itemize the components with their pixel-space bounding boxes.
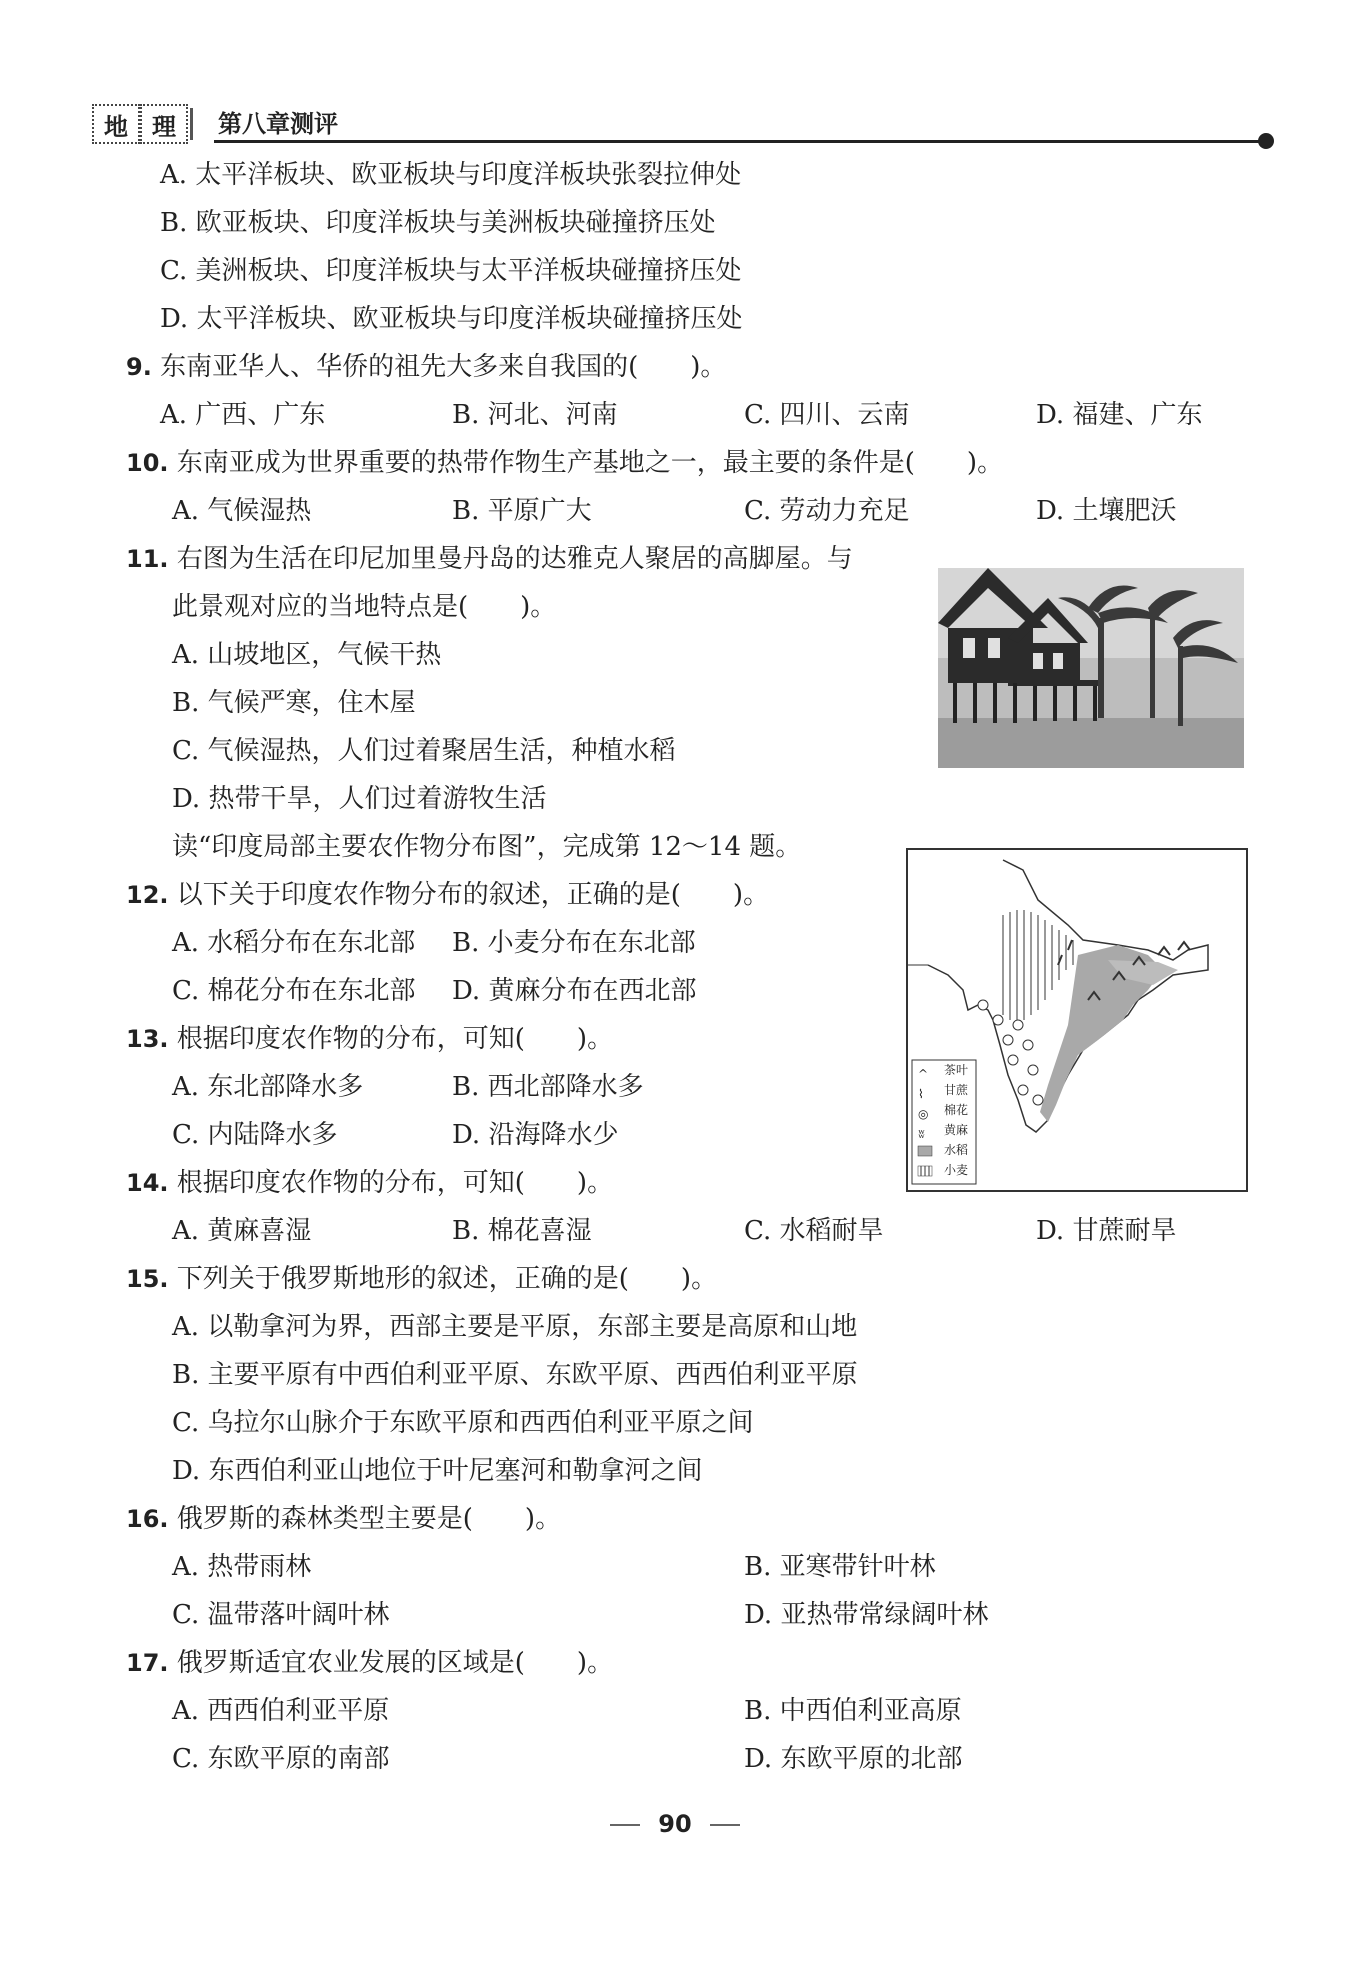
question-number: 14.	[126, 1169, 169, 1197]
question-text: D. 土壤肥沃	[1036, 496, 1177, 526]
question-line	[1036, 398, 1202, 432]
question-line	[172, 974, 416, 1008]
question-text: B. 气候严寒，住木屋	[172, 688, 416, 718]
question-line	[1036, 494, 1176, 528]
question-line	[172, 782, 546, 816]
svg-text:^: ^	[918, 1067, 929, 1081]
question-number: 13.	[126, 1025, 169, 1053]
question-line	[172, 830, 801, 864]
question-text: 东南亚华人、华侨的祖先大多来自我国的( )。	[160, 352, 727, 382]
question-text: A. 水稻分布在东北部	[172, 928, 416, 958]
question-text: B. 亚寒带针叶林	[744, 1552, 936, 1582]
stilt-house-photo	[938, 568, 1244, 768]
chapter-title: 第八章测评	[218, 109, 338, 138]
question-text: B. 小麦分布在东北部	[452, 928, 696, 958]
question-line	[172, 1742, 390, 1776]
question-line	[744, 1550, 936, 1584]
question-number: 15.	[126, 1265, 169, 1293]
question-text: C. 东欧平原的南部	[172, 1744, 390, 1774]
question-text: 读“印度局部主要农作物分布图”，完成第 12～14 题。	[172, 832, 802, 862]
question-line	[452, 1070, 644, 1104]
question-stem	[126, 1262, 717, 1296]
question-line	[160, 302, 742, 336]
question-line	[172, 1406, 754, 1440]
question-text: C. 劳动力充足	[744, 496, 910, 526]
question-number: 9.	[126, 353, 152, 381]
question-line	[172, 734, 676, 768]
legend-rice: 水稻	[944, 1143, 969, 1157]
question-text: B. 主要平原有中西伯利亚平原、东欧平原、西西伯利亚平原	[172, 1360, 858, 1390]
svg-text:◎: ◎	[918, 1107, 929, 1121]
question-text: D. 黄麻分布在西北部	[452, 976, 697, 1006]
question-stem	[126, 350, 726, 384]
question-line	[744, 398, 910, 432]
question-line	[172, 1454, 702, 1488]
header-rule-dot	[1258, 133, 1274, 149]
question-text: 根据印度农作物的分布，可知( )。	[176, 1024, 614, 1054]
page-number	[0, 1810, 1350, 1838]
subject-box-li	[140, 104, 188, 144]
question-text: A. 山坡地区，气候干热	[172, 640, 442, 670]
question-line	[172, 638, 441, 672]
question-line	[744, 494, 910, 528]
question-text: C. 棉花分布在东北部	[172, 976, 416, 1006]
question-text: 以下关于印度农作物分布的叙述，正确的是( )。	[176, 880, 770, 910]
question-text: D. 热带干旱，人们过着游牧生活	[172, 784, 547, 814]
question-line	[1036, 1214, 1176, 1248]
page-number-text: 90	[658, 1810, 692, 1838]
question-stem	[126, 1646, 613, 1680]
question-number: 11.	[126, 545, 169, 573]
question-line	[172, 1598, 390, 1632]
question-text: A. 太平洋板块、欧亚板块与印度洋板块张裂拉伸处	[160, 160, 742, 190]
question-text: 俄罗斯适宜农业发展的区域是( )。	[176, 1648, 614, 1678]
question-stem	[126, 446, 1003, 480]
question-text: D. 亚热带常绿阔叶林	[744, 1600, 989, 1630]
question-line	[744, 1694, 962, 1728]
question-line	[172, 1214, 311, 1248]
legend-jute: 黄麻	[944, 1123, 969, 1137]
question-text: D. 福建、广东	[1036, 400, 1203, 430]
question-line	[172, 1310, 857, 1344]
question-line	[452, 926, 696, 960]
question-line	[160, 206, 716, 240]
legend-tea: 茶叶	[944, 1063, 969, 1077]
question-text: B. 平原广大	[452, 496, 592, 526]
question-text: 东南亚成为世界重要的热带作物生产基地之一，最主要的条件是( )。	[176, 448, 1004, 478]
question-line	[172, 1358, 858, 1392]
question-text: C. 温带落叶阔叶林	[172, 1600, 390, 1630]
question-text: A. 黄麻喜湿	[172, 1216, 312, 1246]
page-dash-left	[610, 1824, 640, 1826]
question-stem	[126, 1022, 613, 1056]
question-text: B. 棉花喜湿	[452, 1216, 592, 1246]
question-line	[160, 158, 741, 192]
question-text: 下列关于俄罗斯地形的叙述，正确的是( )。	[176, 1264, 718, 1294]
question-line	[172, 926, 415, 960]
question-text: A. 气候湿热	[172, 496, 312, 526]
question-text: C. 乌拉尔山脉介于东欧平原和西西伯利亚平原之间	[172, 1408, 754, 1438]
question-text: A. 热带雨林	[172, 1552, 312, 1582]
question-text: A. 广西、广东	[160, 400, 326, 430]
question-line	[172, 1070, 363, 1104]
question-line	[452, 1214, 592, 1248]
question-line	[172, 686, 416, 720]
page-dash-right	[710, 1824, 740, 1826]
question-text: A. 以勒拿河为界，西部主要是平原，东部主要是高原和山地	[172, 1312, 858, 1342]
question-line	[452, 398, 618, 432]
question-text: B. 河北、河南	[452, 400, 618, 430]
question-number: 17.	[126, 1649, 169, 1677]
question-number: 16.	[126, 1505, 169, 1533]
question-line	[744, 1214, 884, 1248]
legend-wheat: 小麦	[944, 1163, 969, 1177]
question-stem	[126, 878, 769, 912]
question-text: 根据印度农作物的分布，可知( )。	[176, 1168, 614, 1198]
question-number: 12.	[126, 881, 169, 909]
subject-char: 地	[104, 111, 128, 141]
question-text: A. 西西伯利亚平原	[172, 1696, 390, 1726]
legend-sugarcane: 甘蔗	[944, 1083, 969, 1097]
question-line	[172, 1550, 311, 1584]
question-text: D. 太平洋板块、欧亚板块与印度洋板块碰撞挤压处	[160, 304, 743, 334]
question-stem	[126, 542, 853, 576]
question-text: C. 四川、云南	[744, 400, 910, 430]
question-text: B. 西北部降水多	[452, 1072, 644, 1102]
question-text: D. 东西伯利亚山地位于叶尼塞河和勒拿河之间	[172, 1456, 703, 1486]
question-line	[744, 1742, 962, 1776]
question-stem	[126, 1166, 613, 1200]
question-text: 俄罗斯的森林类型主要是( )。	[176, 1504, 562, 1534]
question-line	[160, 398, 325, 432]
question-line	[452, 494, 592, 528]
question-line	[452, 974, 696, 1008]
question-text: 右图为生活在印尼加里曼丹岛的达雅克人聚居的高脚屋。与	[176, 544, 853, 574]
question-text: C. 水稻耐旱	[744, 1216, 884, 1246]
question-line	[172, 1118, 338, 1152]
subject-char: 理	[152, 111, 176, 141]
question-line	[160, 254, 742, 288]
question-text: B. 欧亚板块、印度洋板块与美洲板块碰撞挤压处	[160, 208, 716, 238]
question-line	[172, 494, 311, 528]
question-text: D. 甘蔗耐旱	[1036, 1216, 1177, 1246]
question-line	[172, 1694, 389, 1728]
question-text: D. 东欧平原的北部	[744, 1744, 963, 1774]
question-text: C. 内陆降水多	[172, 1120, 338, 1150]
header-rule	[214, 140, 1262, 143]
svg-text:ʬ: ʬ	[918, 1127, 926, 1141]
map-legend	[944, 1060, 968, 1180]
question-line	[452, 1118, 618, 1152]
subject-box-di	[92, 104, 140, 144]
legend-cotton: 棉花	[944, 1103, 969, 1117]
header-divider	[190, 108, 193, 140]
question-number: 10.	[126, 449, 169, 477]
question-text: 此景观对应的当地特点是( )。	[172, 592, 557, 622]
question-line	[744, 1598, 988, 1632]
question-text: B. 中西伯利亚高原	[744, 1696, 962, 1726]
question-text: C. 气候湿热，人们过着聚居生活，种植水稻	[172, 736, 676, 766]
question-text: C. 美洲板块、印度洋板块与太平洋板块碰撞挤压处	[160, 256, 742, 286]
question-text: A. 东北部降水多	[172, 1072, 364, 1102]
question-text: D. 沿海降水少	[452, 1120, 619, 1150]
svg-text:⌇: ⌇	[918, 1087, 924, 1101]
question-stem	[126, 1502, 561, 1536]
india-crop-map	[906, 848, 1248, 1192]
question-line	[172, 590, 556, 624]
